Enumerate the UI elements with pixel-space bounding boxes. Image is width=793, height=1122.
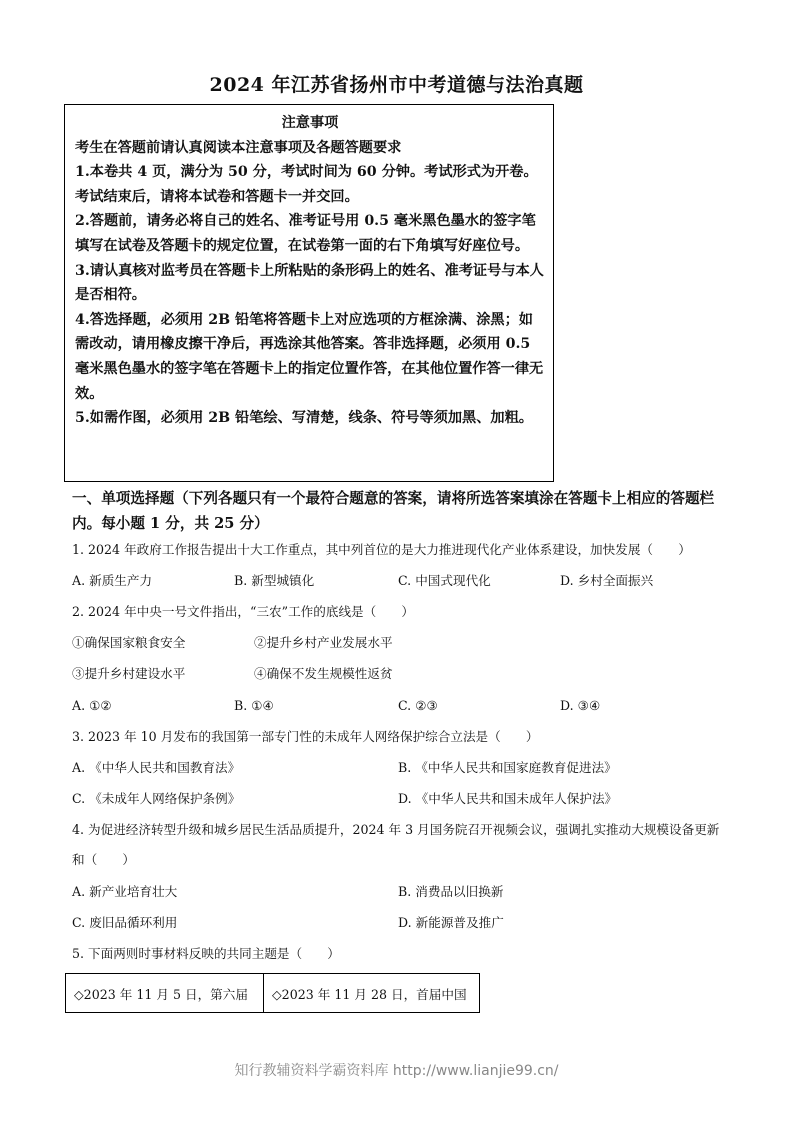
notice-item-3: 3.请认真核对监考员在答题卡上所粘贴的条形码上的姓名、准考证号与本人是否相符。: [75, 262, 544, 304]
q3-option-a: A. 《中华人民共和国教育法》: [72, 760, 241, 775]
q4-option-d: D. 新能源普及推广: [398, 915, 504, 930]
q2-option-b: B. ①④: [234, 698, 274, 713]
q2-statement-3: ③提升乡村建设水平: [72, 666, 186, 681]
q3-option-c: C. 《未成年人网络保护条例》: [72, 791, 241, 806]
question-1-stem: 1. 2024 年政府工作报告提出十大工作重点，其中列首位的是大力推进现代化产业体系建设，加快发展（ ）: [72, 542, 691, 557]
q1-option-a: A. 新质生产力: [72, 573, 153, 588]
q1-option-c: C. 中国式现代化: [398, 573, 491, 588]
q2-option-a: A. ①②: [72, 698, 112, 713]
q4-option-a: A. 新产业培育壮大: [72, 884, 178, 899]
notice-box: [64, 104, 554, 482]
q4-option-c: C. 废旧品循环利用: [72, 915, 178, 930]
q3-option-d: D. 《中华人民共和国未成年人保护法》: [398, 791, 618, 806]
footer-watermark: 知行教辅资料学霸资料库 http://www.lianjie99.cn/: [234, 1063, 559, 1079]
table-row: [66, 974, 480, 1013]
q2-statement-4: ④确保不发生规模性返贫: [254, 666, 393, 681]
question-2-stem: 2. 2024 年中央一号文件指出，“三农”工作的底线是（ ）: [72, 604, 415, 619]
q4-option-b: B. 消费品以旧换新: [398, 884, 504, 899]
notice-intro: 考生在答题前请认真阅读本注意事项及各题答题要求: [75, 139, 402, 156]
q2-option-c: C. ②③: [398, 698, 438, 713]
notice-item-1: 1.本卷共 4 页，满分为 50 分，考试时间为 60 分钟。考试形式为开卷。考试结束后，请将本试卷和答题卡一并交回。: [75, 164, 538, 205]
q1-option-b: B. 新型城镇化: [234, 573, 315, 588]
notice-item-4: 4.答选择题，必须用 2B 铅笔将答题卡上对应选项的方框涂满、涂黑；如需改动，请用橡皮擦干净后，再选涂其他答案。答非选择题，必须用 0.5 毫米黑色墨水的签字笔在答题卡上的指定位置作答，在其他位置作答一律无效。: [75, 311, 544, 402]
section-heading: 一、单项选择题（下列各题只有一个最符合题意的答案，请将所选答案填涂在答题卡上相应的答题栏内。每小题 1 分，共 25 分）: [72, 490, 715, 532]
material-1: ◇2023 年 11 月 5 日，第六届: [66, 974, 264, 1013]
material-2: ◇2023 年 11 月 28 日，首届中国: [264, 974, 480, 1013]
question-4-stem: 4. 为促进经济转型升级和城乡居民生活品质提升，2024 年 3 月国务院召开视频会议，强调扎实推动大规模设备更新和（ ）: [72, 822, 720, 867]
page-title: 2024 年江苏省扬州市中考道德与法治真题: [209, 74, 584, 96]
question-3-stem: 3. 2023 年 10 月发布的我国第一部专门性的未成年人网络保护综合立法是（ ）: [72, 729, 539, 744]
q1-option-d: D. 乡村全面振兴: [560, 573, 654, 588]
q2-statement-2: ②提升乡村产业发展水平: [254, 635, 393, 650]
notice-item-2: 2.答题前，请务必将自己的姓名、准考证号用 0.5 毫米黑色墨水的签字笔填写在试卷及答题卡的规定位置，在试卷第一面的右下角填写好座位号。: [75, 213, 536, 254]
notice-item-5: 5.如需作图，必须用 2B 铅笔绘、写清楚，线条、符号等须加黑、加粗。: [75, 410, 533, 427]
q3-option-b: B. 《中华人民共和国家庭教育促进法》: [398, 760, 617, 775]
question-5-stem: 5. 下面两则时事材料反映的共同主题是（ ）: [72, 946, 340, 961]
notice-heading: 注意事项: [281, 115, 339, 131]
q2-statement-1: ①确保国家粮食安全: [72, 635, 186, 650]
q2-option-d: D. ③④: [560, 698, 601, 713]
material-table: [65, 973, 480, 1013]
